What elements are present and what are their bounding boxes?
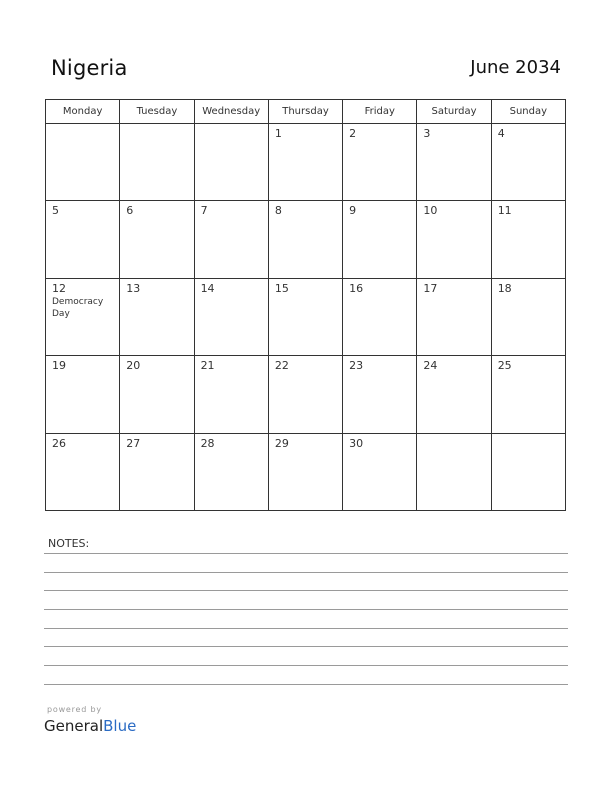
day-number: 29 xyxy=(274,436,289,450)
weekday-header: Monday xyxy=(46,100,120,124)
day-cell xyxy=(343,278,417,355)
generalblue-logo xyxy=(44,717,136,735)
day-number: 10 xyxy=(423,204,438,218)
week-row xyxy=(46,124,566,201)
weekday-header: Friday xyxy=(343,100,417,124)
week-row xyxy=(46,278,566,355)
day-cell xyxy=(120,278,194,355)
day-cell xyxy=(194,124,268,201)
day-cell xyxy=(491,201,565,278)
day-number: 23 xyxy=(349,359,364,373)
day-cell xyxy=(491,124,565,201)
note-line xyxy=(44,628,568,629)
note-line xyxy=(44,646,568,647)
logo-blue-text: Blue xyxy=(103,717,137,735)
day-cell xyxy=(343,124,417,201)
day-number xyxy=(46,124,119,127)
day-cell xyxy=(46,356,120,433)
day-cell xyxy=(417,356,491,433)
day-number: 18 xyxy=(497,281,512,295)
day-number: 22 xyxy=(274,359,289,373)
day-number: 19 xyxy=(52,359,66,373)
day-cell xyxy=(120,433,194,510)
day-cell xyxy=(268,124,342,201)
day-cell xyxy=(120,201,194,278)
day-number: 14 xyxy=(200,281,215,295)
day-cell xyxy=(491,278,565,355)
day-cell xyxy=(343,433,417,510)
day-number: 7 xyxy=(200,204,208,218)
day-number: 21 xyxy=(200,359,215,373)
weekday-header: Tuesday xyxy=(120,100,194,124)
day-cell xyxy=(268,201,342,278)
day-cell xyxy=(268,433,342,510)
weekday-header: Sunday xyxy=(491,100,565,124)
day-number: 15 xyxy=(274,281,289,295)
day-cell xyxy=(46,201,120,278)
notes-label: NOTES: xyxy=(48,537,90,550)
day-number: 13 xyxy=(126,281,141,295)
day-number xyxy=(492,434,565,437)
day-cell xyxy=(268,278,342,355)
day-number: 5 xyxy=(52,204,59,218)
day-number: 28 xyxy=(200,436,215,450)
note-line xyxy=(44,590,568,591)
day-cell xyxy=(194,278,268,355)
week-row xyxy=(46,201,566,278)
day-cell xyxy=(194,356,268,433)
day-cell xyxy=(268,356,342,433)
day-number: 6 xyxy=(126,204,134,218)
day-number: 12 xyxy=(52,281,66,295)
day-number: 20 xyxy=(126,359,141,373)
day-number: 25 xyxy=(497,359,512,373)
day-cell xyxy=(46,124,120,201)
day-cell xyxy=(491,433,565,510)
note-line xyxy=(44,572,568,573)
day-number: 17 xyxy=(423,281,438,295)
country-title: Nigeria xyxy=(51,56,128,80)
day-cell xyxy=(194,201,268,278)
day-cell xyxy=(417,124,491,201)
day-number: 3 xyxy=(423,127,431,140)
logo-general-text: General xyxy=(44,717,104,735)
day-cell xyxy=(46,278,120,355)
note-line xyxy=(44,609,568,610)
day-number: 30 xyxy=(349,436,364,450)
day-number: 2 xyxy=(349,127,357,140)
day-number: 24 xyxy=(423,359,438,373)
day-number: 11 xyxy=(497,204,512,218)
note-line xyxy=(44,684,568,685)
powered-by-text: powered by xyxy=(47,705,102,714)
calendar-grid xyxy=(45,99,566,511)
weekday-header-row xyxy=(46,100,566,124)
day-number: 26 xyxy=(52,436,66,450)
weekday-header: Wednesday xyxy=(194,100,268,124)
day-cell xyxy=(343,356,417,433)
week-row xyxy=(46,433,566,510)
holiday-label: Democracy Day xyxy=(52,296,104,319)
day-number: 27 xyxy=(126,436,141,450)
day-cell xyxy=(417,433,491,510)
day-cell xyxy=(120,124,194,201)
day-cell xyxy=(120,356,194,433)
day-cell xyxy=(417,201,491,278)
day-number xyxy=(120,124,193,127)
note-line xyxy=(44,665,568,666)
month-year-title: June 2034 xyxy=(470,57,561,78)
day-number: 16 xyxy=(349,281,364,295)
day-cell xyxy=(417,278,491,355)
week-row xyxy=(46,356,566,433)
day-number xyxy=(195,124,268,127)
day-number: 8 xyxy=(274,204,282,218)
note-line xyxy=(44,553,568,554)
day-number: 4 xyxy=(497,127,505,140)
day-cell xyxy=(46,433,120,510)
day-cell xyxy=(491,356,565,433)
weekday-header: Thursday xyxy=(268,100,342,124)
day-cell xyxy=(343,201,417,278)
day-cell xyxy=(194,433,268,510)
day-number xyxy=(417,434,490,437)
weekday-header: Saturday xyxy=(417,100,491,124)
day-number: 9 xyxy=(349,204,357,218)
day-number: 1 xyxy=(274,127,282,140)
